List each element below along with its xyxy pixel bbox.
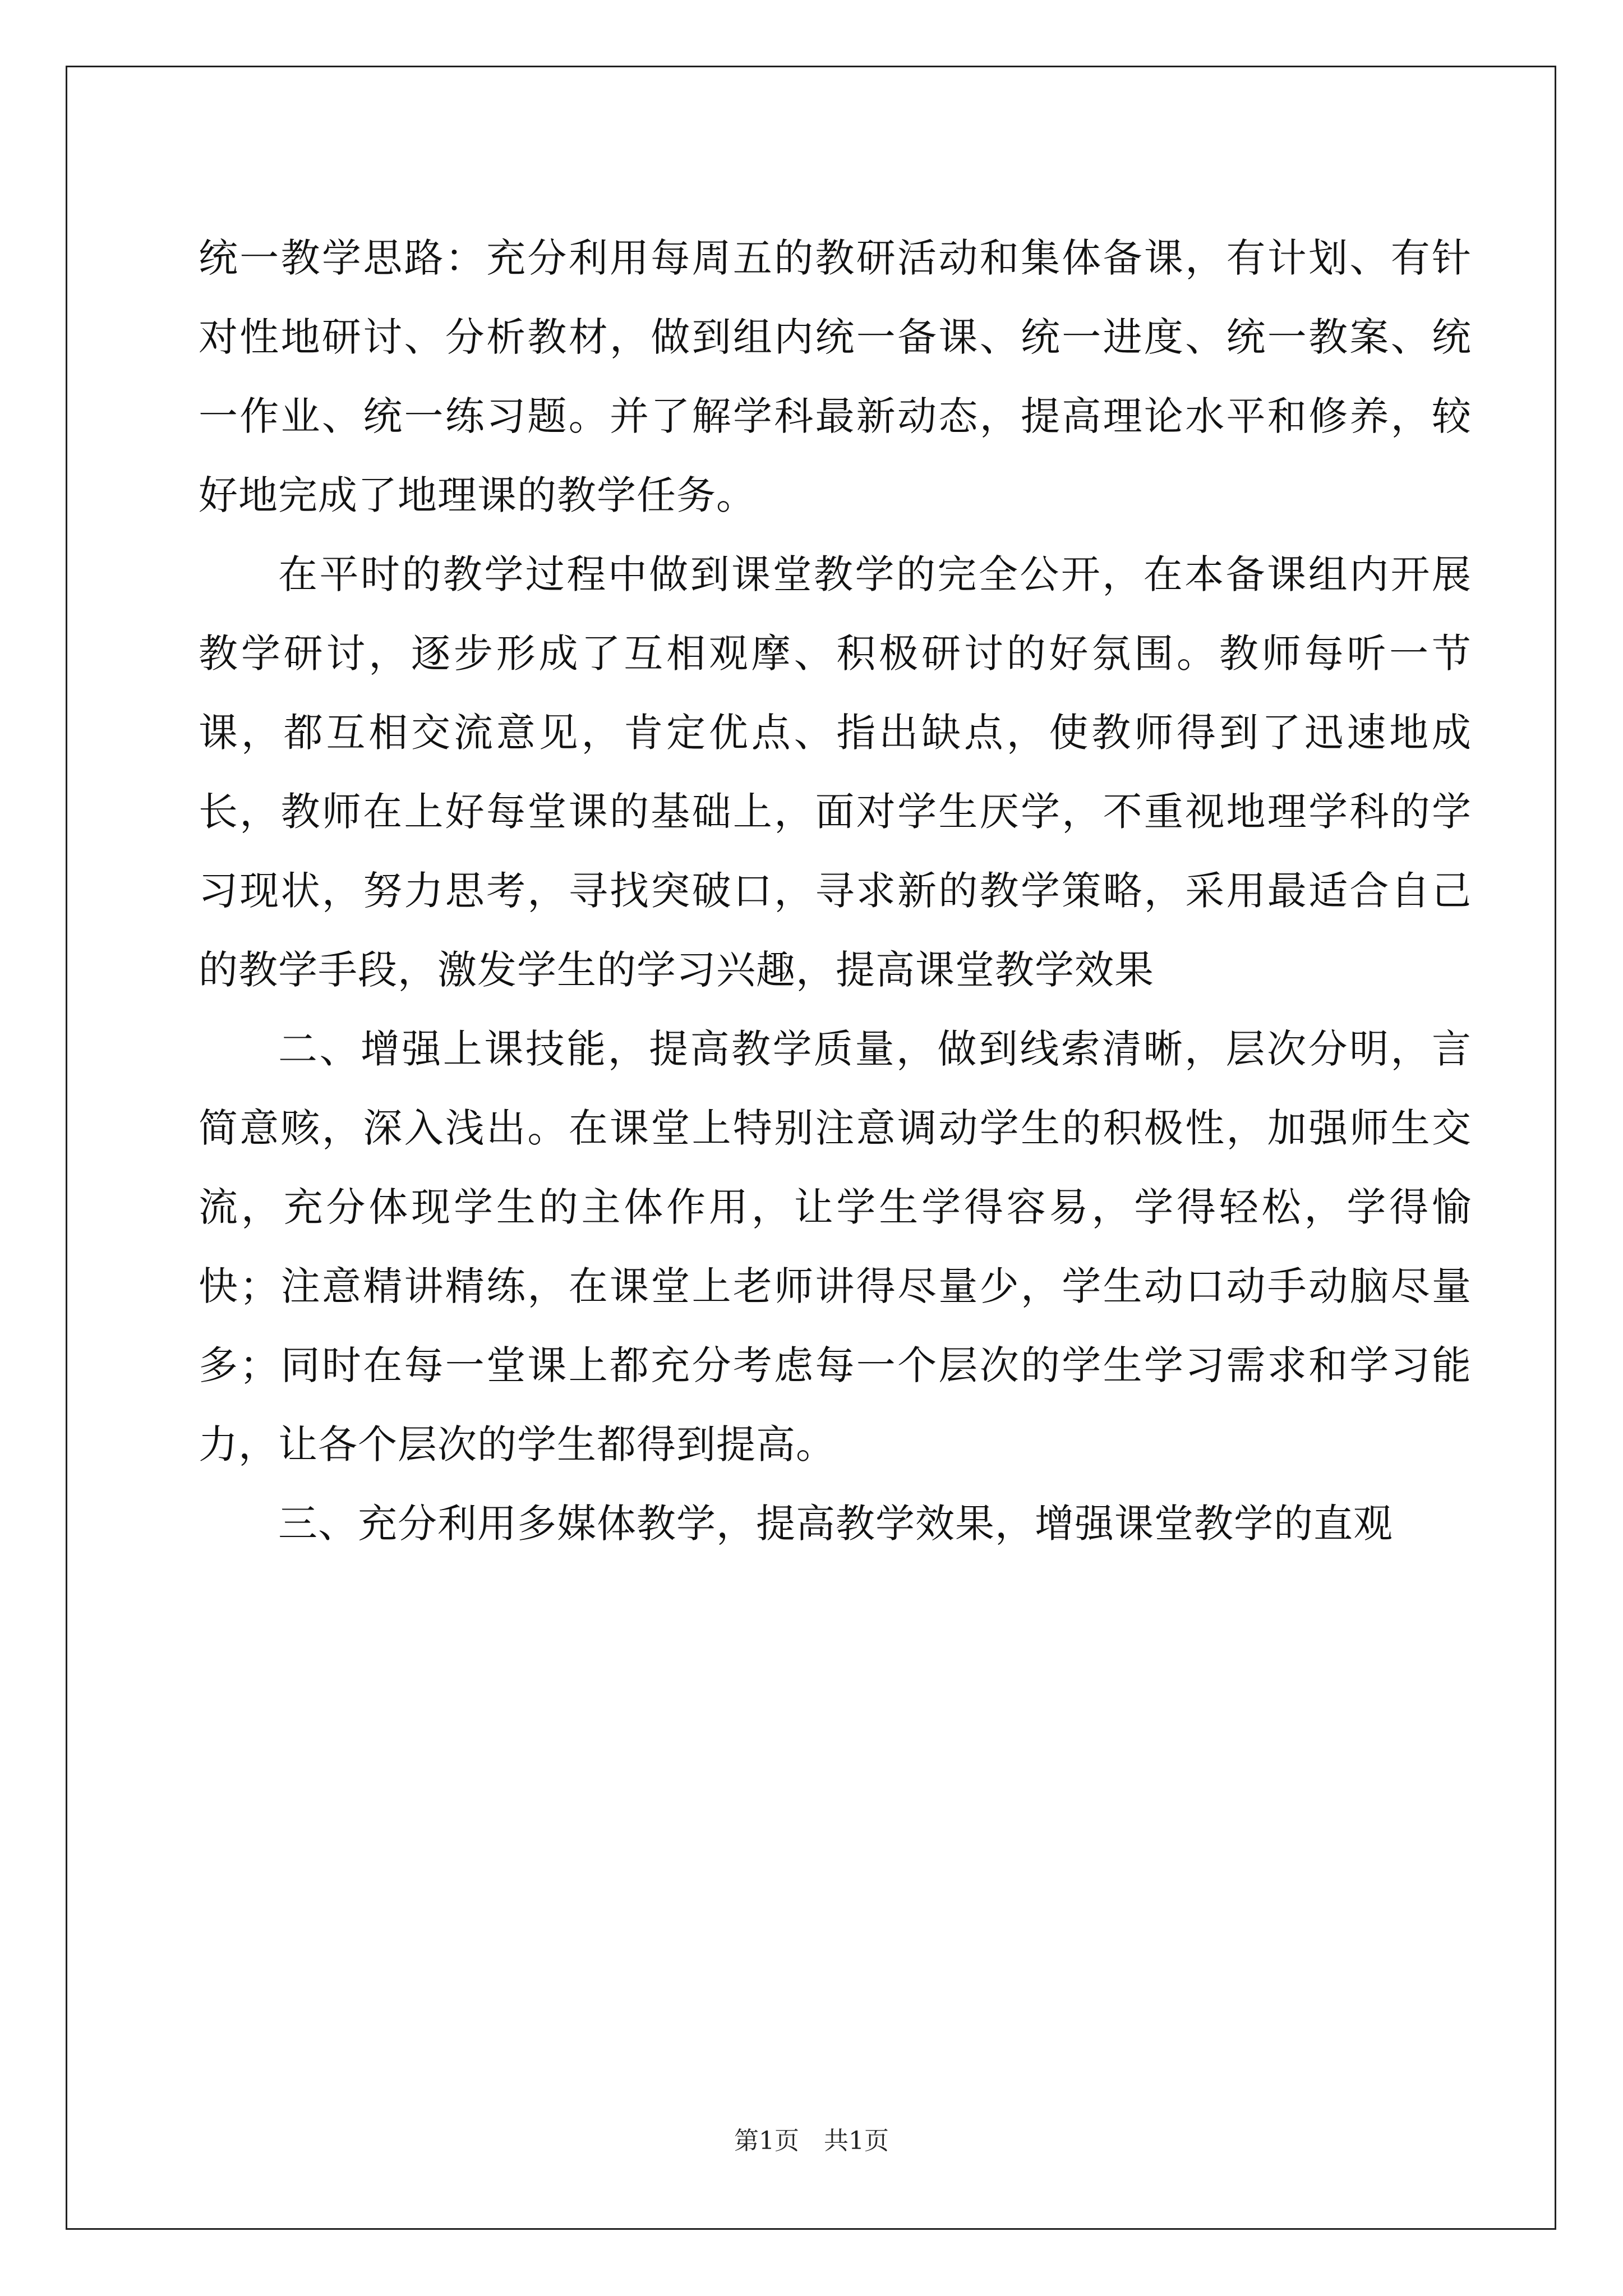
document-body bbox=[199, 219, 1472, 1563]
page-footer bbox=[0, 2120, 1623, 2156]
page-total: 共1页 bbox=[824, 2127, 889, 2155]
paragraph-4: 三、充分利用多媒体教学，提高教学效果，增强课堂教学的直观 bbox=[278, 1501, 1393, 1547]
paragraph-1: 统一教学思路：充分利用每周五的教研活动和集体备课，有计划、有针对性地研讨、分析教材，做到组内统一备课、统一进度、统一教案、统一作业、统一练习题。并了解学科最新动态，提高理论水平和修养，较好地完成了地理课的教学任务。 bbox=[199, 235, 1472, 518]
paragraph-2: 在平时的教学过程中做到课堂教学的完全公开，在本备课组内开展教学研讨，逐步形成了互相观摩、积极研讨的好氛围。教师每听一节课，都互相交流意见，肯定优点、指出缺点，使教师得到了迅速地成长，教师在上好每堂课的基础上，面对学生厌学，不重视地理学科的学习现状，努力思考，寻找突破口，寻求新的教学策略，采用最适合自己的教学手段，激发学生的学习兴趣，提高课堂教学效果 bbox=[199, 551, 1472, 993]
page-number: 第1页 bbox=[734, 2127, 799, 2155]
paragraph-3: 二、增强上课技能，提高教学质量，做到线索清晰，层次分明，言简意赅，深入浅出。在课堂上特别注意调动学生的积极性，加强师生交流，充分体现学生的主体作用，让学生学得容易，学得轻松，学得愉快；注意精讲精练，在课堂上老师讲得尽量少，学生动口动手动脑尽量多；同时在每一堂课上都充分考虑每一个层次的学生学习需求和学习能力，让各个层次的学生都得到提高。 bbox=[199, 1026, 1472, 1467]
